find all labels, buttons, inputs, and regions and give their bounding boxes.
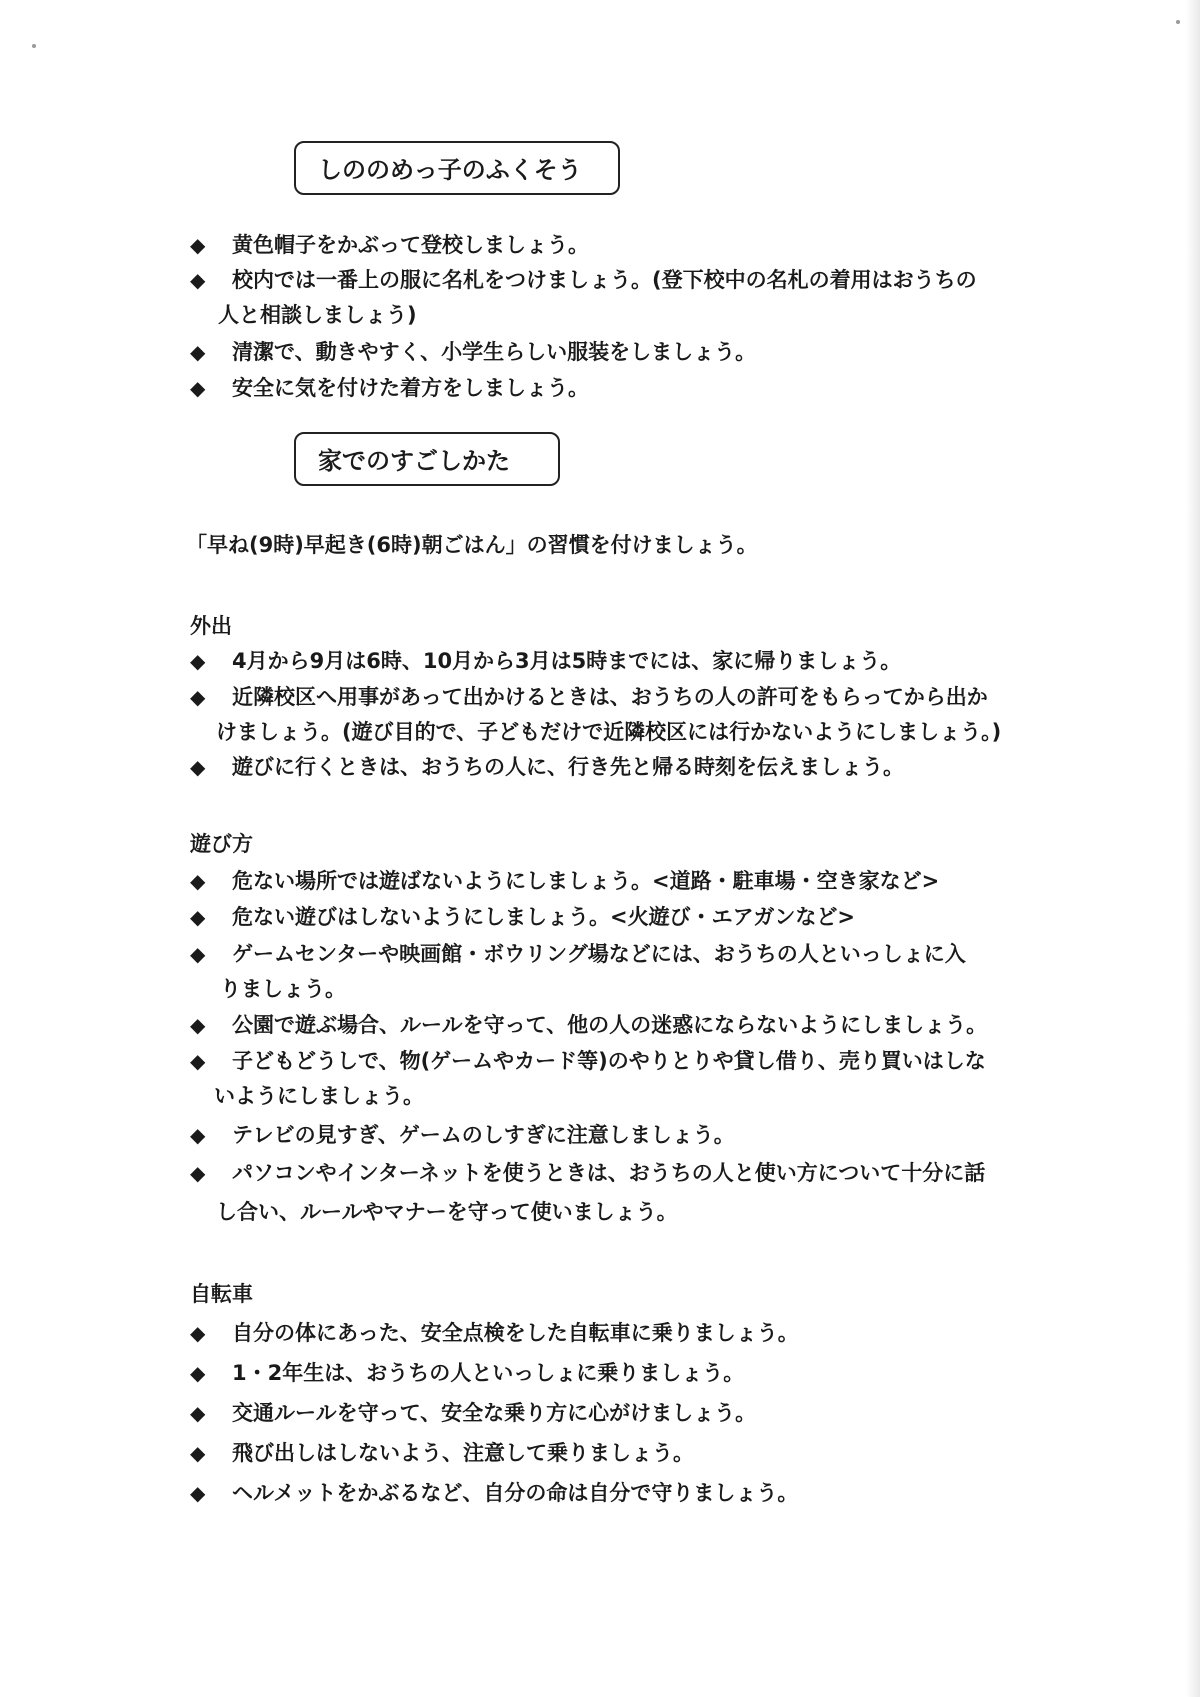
list-item: ◆ 安全に気を付けた着方をしましょう。: [190, 373, 589, 403]
list-item: ◆ 子どもどうしで、物(ゲームやカード等)のやりとりや貸し借り、売り買いはしな: [190, 1046, 986, 1076]
list-item: ◆ 遊びに行くときは、おうちの人に、行き先と帰る時刻を伝えましょう。: [190, 752, 904, 782]
diamond-bullet-icon: ◆: [190, 233, 206, 257]
list-item: ◆ 自分の体にあった、安全点検をした自転車に乗りましょう。: [190, 1318, 799, 1348]
scan-speck: [32, 44, 36, 48]
diamond-bullet-icon: ◆: [190, 268, 206, 292]
diamond-bullet-icon: ◆: [190, 1321, 206, 1345]
list-item: ◆ 校内では一番上の服に名札をつけましょう。(登下校中の名札の着用はおうちの: [190, 265, 977, 295]
list-item-continuation: りましょう。: [220, 977, 346, 1001]
list-item: ◆ 1・2年生は、おうちの人といっしょに乗りましょう。: [190, 1358, 744, 1388]
heading-bicycle: 自転車: [190, 1282, 253, 1306]
diamond-bullet-icon: ◆: [190, 376, 206, 400]
diamond-bullet-icon: ◆: [190, 1441, 206, 1465]
page-edge-shadow: [1186, 0, 1200, 1697]
list-item: ◆ 飛び出しはしないよう、注意して乗りましょう。: [190, 1438, 694, 1468]
diamond-bullet-icon: ◆: [190, 1481, 206, 1505]
section-title-home: 家でのすごしかた: [294, 432, 560, 486]
diamond-bullet-icon: ◆: [190, 755, 206, 779]
list-item: ◆ 清潔で、動きやすく、小学生らしい服装をしましょう。: [190, 337, 756, 367]
diamond-bullet-icon: ◆: [190, 685, 206, 709]
diamond-bullet-icon: ◆: [190, 1401, 206, 1425]
diamond-bullet-icon: ◆: [190, 905, 206, 929]
diamond-bullet-icon: ◆: [190, 340, 206, 364]
diamond-bullet-icon: ◆: [190, 1123, 206, 1147]
list-item: ◆ 危ない場所では遊ばないようにしましょう。<道路・駐車場・空き家など>: [190, 866, 939, 896]
list-item: ◆ ゲームセンターや映画館・ボウリング場などには、おうちの人といっしょに入: [190, 939, 966, 969]
scan-speck: [1176, 20, 1180, 24]
list-item: ◆ 公園で遊ぶ場合、ルールを守って、他の人の迷惑にならないようにしましょう。: [190, 1010, 987, 1040]
home-intro: 「早ね(9時)早起き(6時)朝ごはん」の習慣を付けましょう。: [186, 533, 758, 557]
diamond-bullet-icon: ◆: [190, 1161, 206, 1185]
list-item: ◆ 4月から9月は6時、10月から3月は5時までには、家に帰りましょう。: [190, 646, 901, 676]
diamond-bullet-icon: ◆: [190, 649, 206, 673]
diamond-bullet-icon: ◆: [190, 1361, 206, 1385]
heading-outing: 外出: [190, 614, 232, 638]
list-item: ◆ 近隣校区へ用事があって出かけるときは、おうちの人の許可をもらってから出か: [190, 682, 988, 712]
list-item: ◆ テレビの見すぎ、ゲームのしすぎに注意しましょう。: [190, 1120, 735, 1150]
diamond-bullet-icon: ◆: [190, 869, 206, 893]
list-item-continuation: 人と相談しましょう): [218, 303, 417, 327]
list-item-continuation: し合い、ルールやマナーを守って使いましょう。: [216, 1200, 678, 1224]
list-item: ◆ 交通ルールを守って、安全な乗り方に心がけましょう。: [190, 1398, 756, 1428]
list-item: ◆ 危ない遊びはしないようにしましょう。<火遊び・エアガンなど>: [190, 902, 855, 932]
heading-play: 遊び方: [190, 832, 253, 856]
diamond-bullet-icon: ◆: [190, 1049, 206, 1073]
list-item-continuation: いようにしましょう。: [214, 1084, 424, 1108]
diamond-bullet-icon: ◆: [190, 1013, 206, 1037]
list-item: ◆ ヘルメットをかぶるなど、自分の命は自分で守りましょう。: [190, 1478, 798, 1508]
list-item-continuation: けましょう。(遊び目的で、子どもだけで近隣校区には行かないようにしましょう。): [216, 720, 1002, 744]
section-title-clothing: しののめっ子のふくそう: [294, 141, 620, 195]
list-item: ◆ 黄色帽子をかぶって登校しましょう。: [190, 230, 589, 260]
list-item: ◆ パソコンやインターネットを使うときは、おうちの人と使い方について十分に話: [190, 1158, 985, 1188]
diamond-bullet-icon: ◆: [190, 942, 206, 966]
